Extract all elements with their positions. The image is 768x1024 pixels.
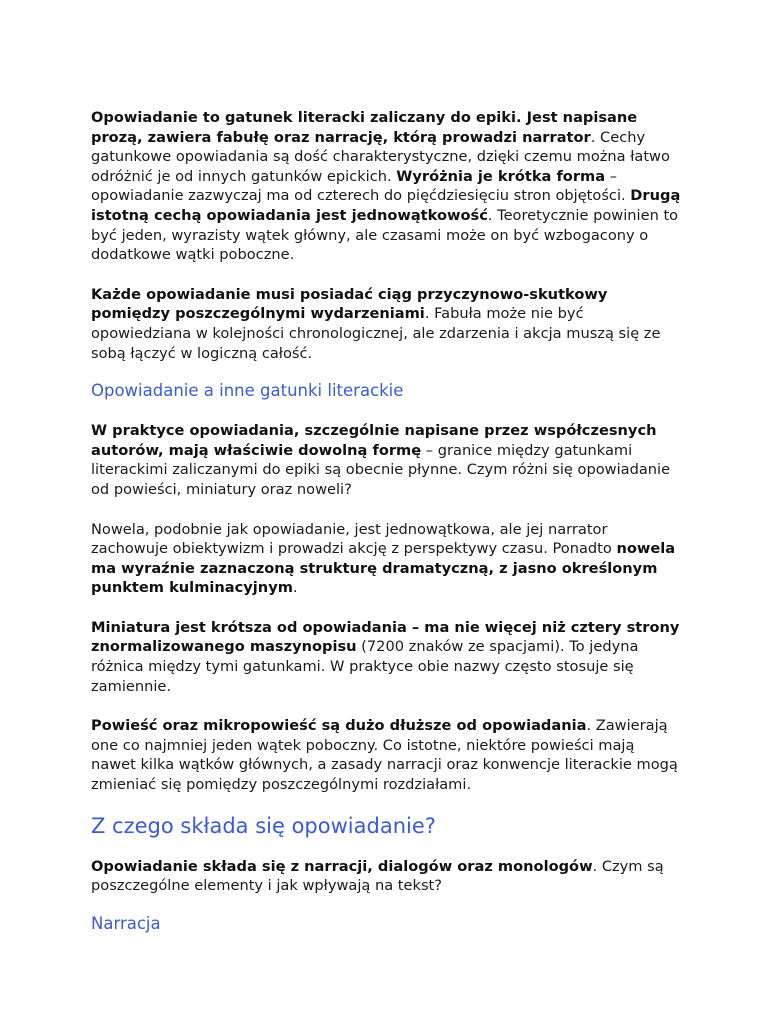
text: . Cechy gatunkowe opowiadania są dość charakterystyczne, dzięki czemu można łatwo odróżnić je od innych gatunków epickich. — [91, 128, 670, 185]
paragraph-powiesc — [91, 716, 681, 794]
bold-text: nowela ma wyraźnie zaznaczoną strukturę dramatyczną, z jasno określonym punktem kulminacyjnym — [91, 540, 676, 597]
paragraph-miniatura — [91, 618, 681, 696]
bold-text: Opowiadanie to gatunek literacki zaliczany do epiki. Jest napisane prozą, zawiera fabułę oraz narrację, którą prowadzi narrator — [91, 109, 638, 146]
text: Nowela, podobnie jak opowiadanie, jest jednowątkowa, ale jej narrator zachowuje obiektywizm i prowadzi akcję z perspektywy czasu. Ponadto — [91, 520, 617, 558]
paragraph-structure — [91, 857, 681, 896]
text: – opowiadanie zazwyczaj ma od czterech do pięćdziesięciu stron objętości. — [91, 167, 631, 205]
paragraph-causality — [91, 285, 681, 363]
text: – granice między gatunkami literackimi zaliczanymi do epiki są obecnie płynne. Czym różni się opowiadanie od powieści, miniatury oraz noweli? — [91, 441, 671, 498]
section-heading: Opowiadanie a inne gatunki literackie — [91, 381, 404, 401]
subsection-heading: Narracja — [91, 913, 161, 933]
bold-text: Drugą istotną cechą opowiadania jest jednowątkowość — [91, 187, 681, 224]
text: . Zawierają one co najmniej jeden wątek poboczny. Co istotne, niektóre powieści mają nawet kilka wątków głównych, a zasady narracji oraz konwencje literackie mogą zmieniać się pomiędzy poszczególnymi rozdziałami. — [91, 717, 678, 794]
bold-text: Wyróżnia je krótka forma — [396, 167, 606, 185]
text: . Czym są poszczególne elementy i jak wpływają na tekst? — [91, 857, 664, 895]
text: (7200 znaków ze spacjami). To jedyna różnica między tymi gatunkami. W praktyce obie nazwy często stosuje się zamiennie. — [91, 638, 639, 695]
bold-text: Powieść oraz mikropowieść są dużo dłuższe od opowiadania — [91, 717, 587, 735]
paragraph-nowela — [91, 520, 681, 598]
paragraph-practice — [91, 421, 681, 499]
bold-text: Każde opowiadanie musi posiadać ciąg przyczynowo-skutkowy pomiędzy poszczególnymi wydarzeniami — [91, 285, 608, 323]
bold-text: Opowiadanie składa się z narracji, dialogów oraz monologów — [91, 857, 593, 875]
text: . — [292, 579, 298, 597]
document-page — [91, 108, 681, 935]
bold-text: Miniatura jest krótsza od opowiadania – ma nie więcej niż cztery strony znormalizowanego maszynopisu — [91, 618, 680, 656]
text: . Teoretycznie powinien to być jeden, wyrazisty wątek główny, ale czasami może on być wzbogacony o dodatkowe wątki poboczne. — [91, 206, 679, 264]
bold-text: W praktyce opowiadania, szczególnie napisane przez współczesnych autorów, mają właściwie dowolną formę — [91, 422, 657, 459]
text: . Fabuła może nie być opowiedziana w kolejności chronologicznej, ale zdarzenia i akcja muszą się ze sobą łączyć w logiczną całość. — [91, 305, 661, 362]
paragraph-definition — [91, 108, 681, 265]
section-heading-large: Z czego składa się opowiadanie? — [91, 813, 436, 838]
